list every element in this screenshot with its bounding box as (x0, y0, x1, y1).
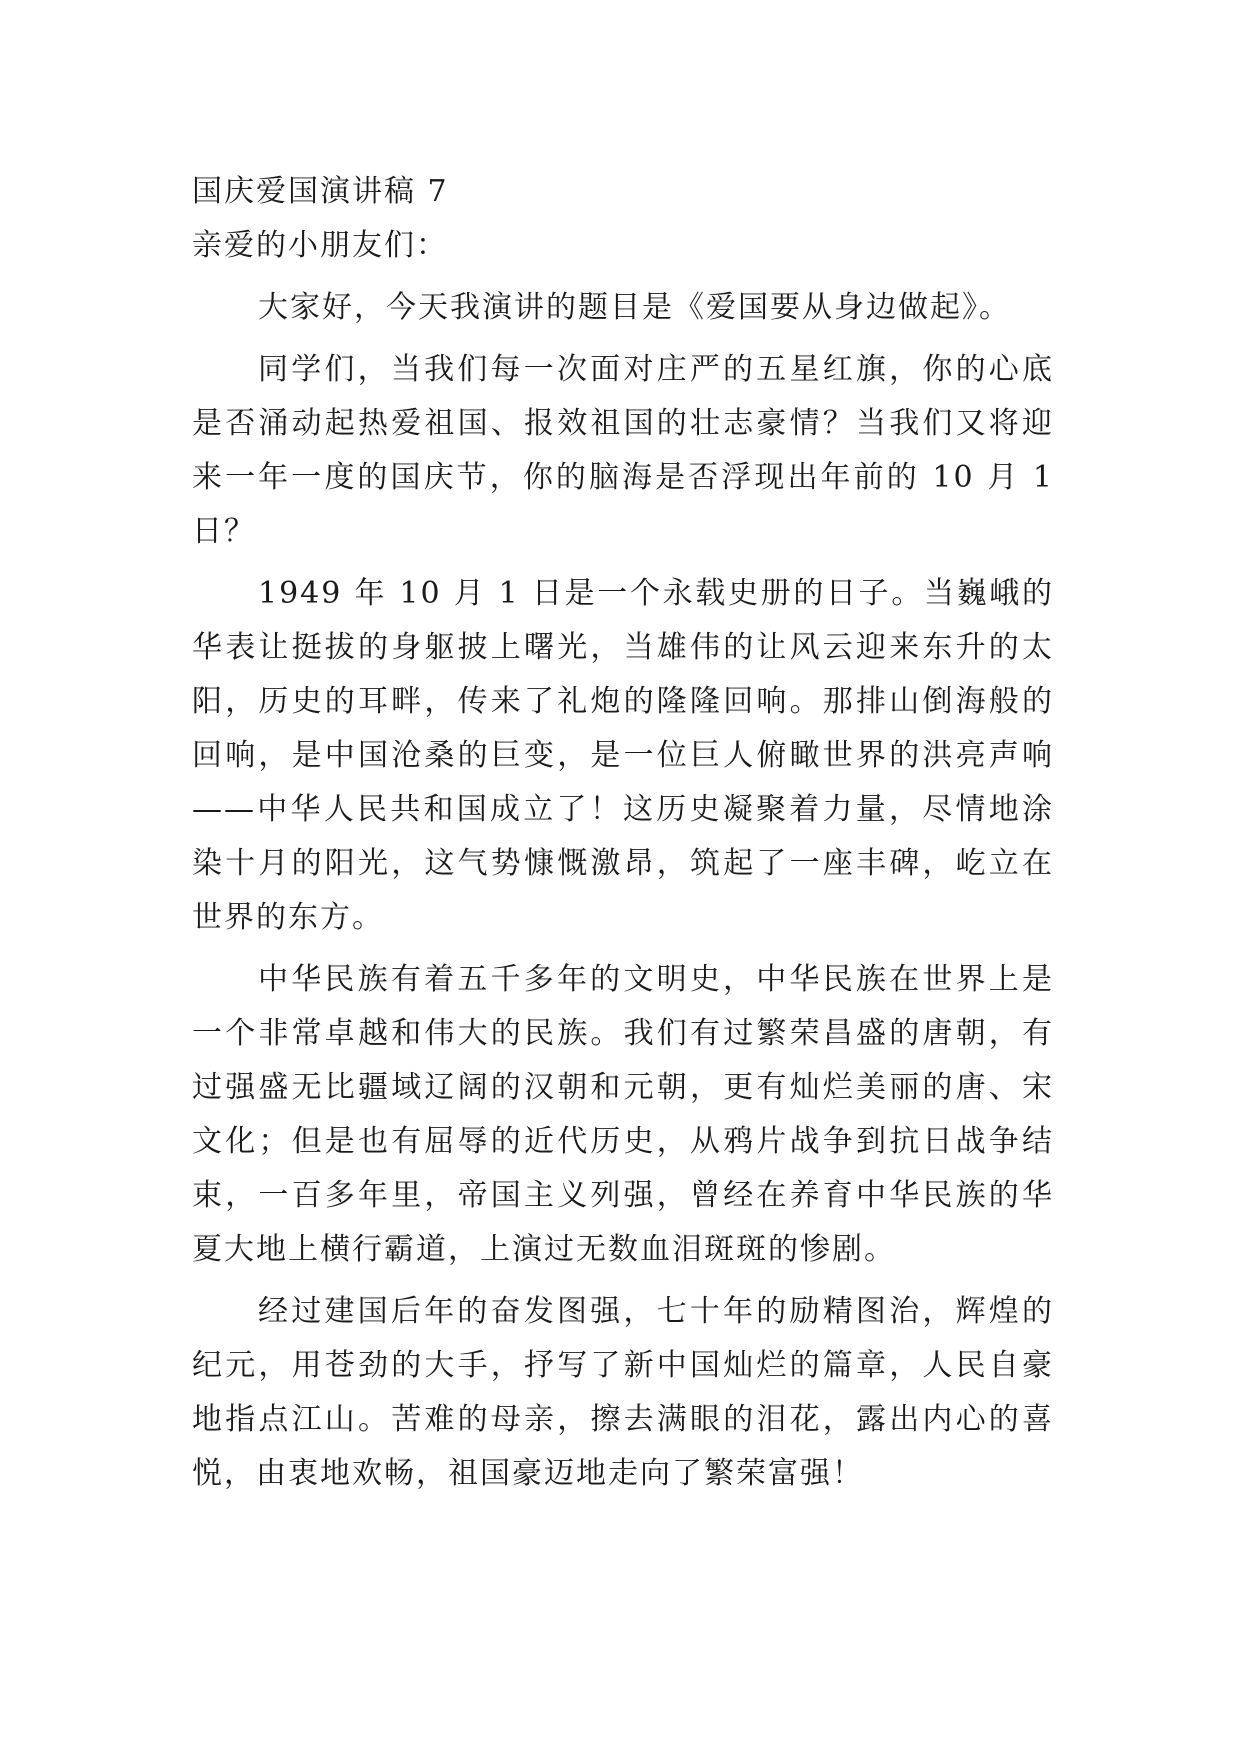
paragraph-3: 1949 年 10 月 1 日是一个永载史册的日子。当巍峨的华表让挺拔的身躯披上曙光，当雄伟的让风云迎来东升的太阳，历史的耳畔，传来了礼炮的隆隆回响。那排山倒海般的回响，是中国沧桑的巨变，是一位巨人俯瞰世界的洪亮声响——中华人民共和国成立了！这历史凝聚着力量，尽情地涂染十月的阳光，这气势慷慨激昂，筑起了一座丰碑，屹立在世界的东方。 (192, 576, 1054, 935)
document-body (192, 165, 1054, 1509)
document-title: 国庆爱国演讲稿 7 (192, 174, 449, 209)
salutation: 亲爱的小朋友们： (192, 228, 448, 263)
paragraph-4: 中华民族有着五千多年的文明史，中华民族在世界上是一个非常卓越和伟大的民族。我们有过繁荣昌盛的唐朝，有过强盛无比疆域辽阔的汉朝和元朝，更有灿烂美丽的唐、宋文化；但是也有屈辱的近代历史，从鸦片战争到抗日战争结束，一百多年里，帝国主义列强，曾经在养育中华民族的华夏大地上横行霸道，上演过无数血泪斑斑的惨剧。 (192, 962, 1054, 1267)
paragraph-1: 大家好，今天我演讲的题目是《爱国要从身边做起》。 (258, 290, 1011, 325)
paragraph-2: 同学们，当我们每一次面对庄严的五星红旗，你的心底是否涌动起热爱祖国、报效祖国的壮志豪情？当我们又将迎来一年一度的国庆节，你的脑海是否浮现出年前的 10 月 1 日？ (192, 352, 1054, 549)
paragraph-5: 经过建国后年的奋发图强，七十年的励精图治，辉煌的纪元，用苍劲的大手，抒写了新中国灿烂的篇章，人民自豪地指点江山。苦难的母亲，擦去满眼的泪花，露出内心的喜悦，由衷地欢畅，祖国豪迈地走向了繁荣富强！ (192, 1294, 1054, 1491)
